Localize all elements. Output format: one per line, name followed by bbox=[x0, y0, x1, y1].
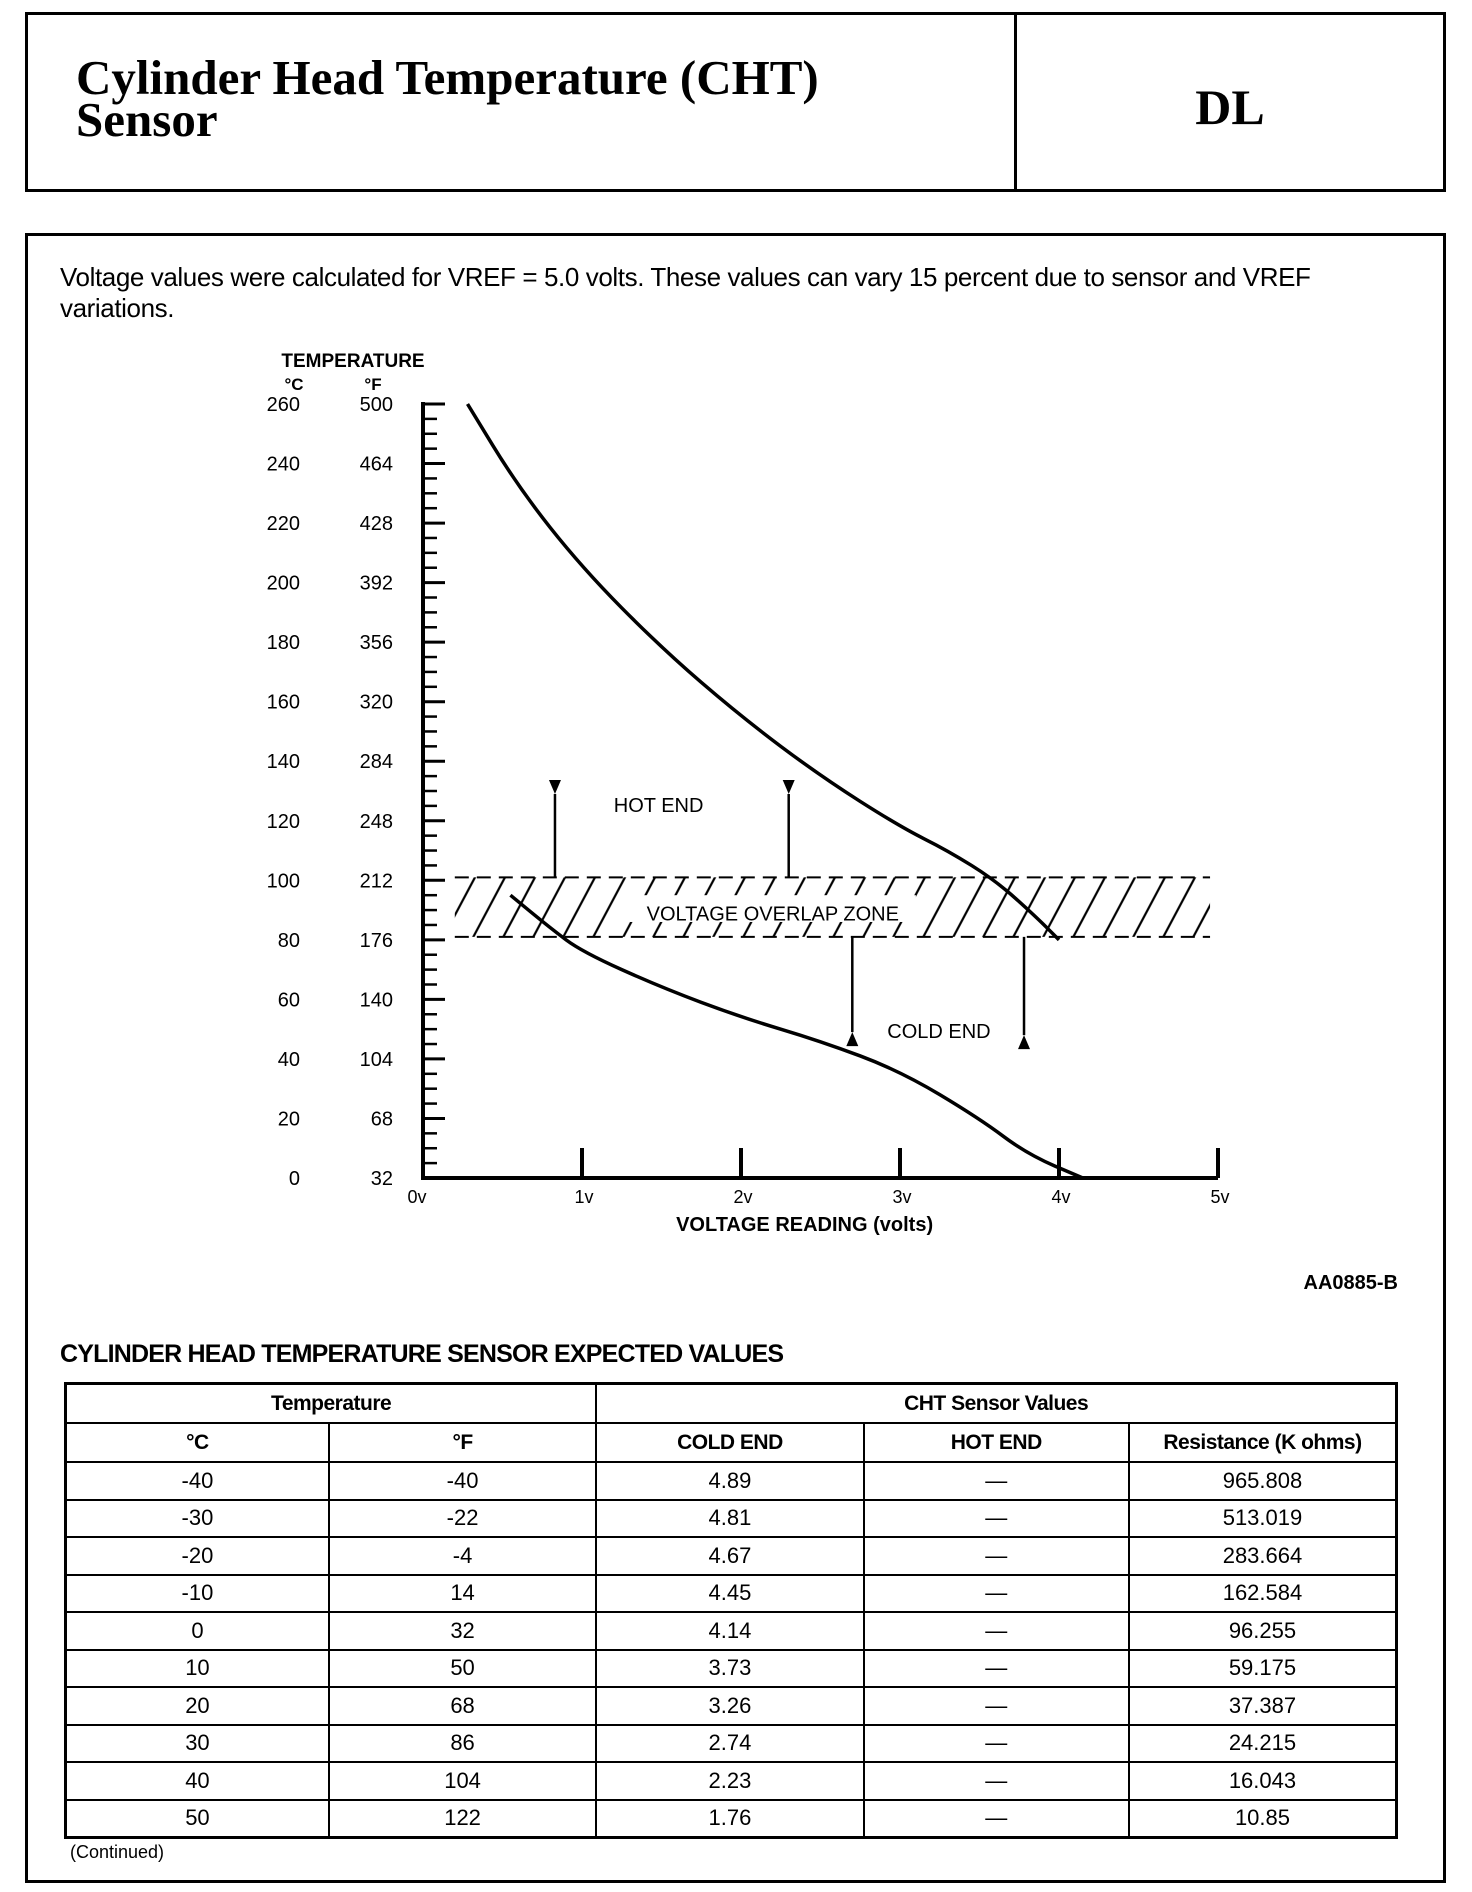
table-row bbox=[66, 1537, 1397, 1575]
y-tick-label-fahrenheit: 320 bbox=[359, 691, 393, 714]
cell-resistance: 24.215 bbox=[1129, 1725, 1397, 1763]
table-column-header-row bbox=[66, 1423, 1397, 1462]
column-header-resistance: Resistance (K ohms) bbox=[1129, 1423, 1397, 1462]
y-axis-title: TEMPERATURE bbox=[281, 351, 425, 372]
cell-celsius: 30 bbox=[66, 1725, 329, 1763]
y-tick-label-celsius: 120 bbox=[266, 810, 300, 833]
y-tick-label-celsius: 200 bbox=[266, 572, 300, 595]
page-title-line-2: Sensor bbox=[76, 92, 218, 147]
cell-resistance: 965.808 bbox=[1129, 1462, 1397, 1500]
x-tick-label: 4v bbox=[1051, 1187, 1071, 1207]
group-header-sensor-values: CHT Sensor Values bbox=[596, 1384, 1396, 1424]
table-row bbox=[66, 1687, 1397, 1725]
cell-cold-end: 1.76 bbox=[596, 1800, 863, 1838]
y-tick-label-fahrenheit: 248 bbox=[359, 810, 393, 833]
continued-note: (Continued) bbox=[70, 1842, 165, 1862]
cell-hot-end: — bbox=[864, 1650, 1129, 1688]
y-tick-label-fahrenheit: 68 bbox=[370, 1108, 393, 1131]
cell-fahrenheit: 68 bbox=[329, 1687, 596, 1725]
cell-hot-end: — bbox=[864, 1575, 1129, 1613]
column-header-fahrenheit: °F bbox=[329, 1423, 596, 1462]
cell-fahrenheit: 14 bbox=[329, 1575, 596, 1613]
cold-end-arrow-right-head bbox=[1018, 1035, 1030, 1049]
cell-hot-end: — bbox=[864, 1762, 1129, 1800]
cell-hot-end: — bbox=[864, 1725, 1129, 1763]
cell-resistance: 96.255 bbox=[1129, 1612, 1397, 1650]
column-header-cold-end: COLD END bbox=[596, 1423, 863, 1462]
cell-cold-end: 2.23 bbox=[596, 1762, 863, 1800]
overlap-zone-label: VOLTAGE OVERLAP ZONE bbox=[646, 903, 899, 926]
cell-hot-end: — bbox=[864, 1537, 1129, 1575]
cell-fahrenheit: 32 bbox=[329, 1612, 596, 1650]
cell-resistance: 59.175 bbox=[1129, 1650, 1397, 1688]
cold-end-arrow-left-head bbox=[846, 1032, 858, 1046]
cht-voltage-chart bbox=[28, 236, 1443, 1246]
table-row bbox=[66, 1650, 1397, 1688]
x-tick-label: 1v bbox=[574, 1187, 594, 1207]
y-tick-label-fahrenheit: 140 bbox=[359, 989, 393, 1012]
table-row bbox=[66, 1725, 1397, 1763]
hot-end-label: HOT END bbox=[613, 794, 704, 817]
cell-resistance: 10.85 bbox=[1129, 1800, 1397, 1838]
y-tick-label-celsius: 140 bbox=[266, 751, 300, 774]
page-header bbox=[25, 12, 1446, 192]
expected-values-table bbox=[64, 1382, 1398, 1839]
table-row bbox=[66, 1612, 1397, 1650]
y-tick-label-fahrenheit: 464 bbox=[359, 453, 393, 476]
cell-resistance: 162.584 bbox=[1129, 1575, 1397, 1613]
cell-hot-end: — bbox=[864, 1500, 1129, 1538]
celsius-unit-label: °C bbox=[284, 375, 304, 394]
content-panel bbox=[25, 233, 1446, 1883]
x-tick-label: 2v bbox=[733, 1187, 753, 1207]
y-tick-label-celsius: 100 bbox=[266, 870, 300, 893]
cell-celsius: -20 bbox=[66, 1537, 329, 1575]
cell-hot-end: — bbox=[864, 1687, 1129, 1725]
cell-cold-end: 4.14 bbox=[596, 1612, 863, 1650]
y-tick-label-fahrenheit: 176 bbox=[359, 929, 393, 952]
group-header-temperature: Temperature bbox=[66, 1384, 597, 1424]
cell-fahrenheit: 104 bbox=[329, 1762, 596, 1800]
cell-cold-end: 3.26 bbox=[596, 1687, 863, 1725]
cell-celsius: 20 bbox=[66, 1687, 329, 1725]
table-group-header-row bbox=[66, 1384, 1397, 1424]
y-tick-label-fahrenheit: 32 bbox=[370, 1168, 393, 1190]
y-tick-label-fahrenheit: 392 bbox=[359, 572, 393, 595]
intro-text: Voltage values were calculated for VREF = 5.0 volts. These values can vary 15 percent due to sensor and VREF variations. bbox=[60, 262, 1311, 323]
cold-end-label: COLD END bbox=[887, 1021, 991, 1044]
cell-celsius: -30 bbox=[66, 1500, 329, 1538]
table-row bbox=[66, 1762, 1397, 1800]
cell-hot-end: — bbox=[864, 1462, 1129, 1500]
y-tick-label-celsius: 180 bbox=[266, 632, 300, 655]
y-tick-label-celsius: 80 bbox=[277, 929, 300, 952]
y-tick-label-celsius: 60 bbox=[277, 989, 300, 1012]
y-tick-label-celsius: 0 bbox=[288, 1168, 300, 1190]
cell-resistance: 283.664 bbox=[1129, 1537, 1397, 1575]
table-row bbox=[66, 1800, 1397, 1838]
cell-resistance: 37.387 bbox=[1129, 1687, 1397, 1725]
figure-code: AA0885-B bbox=[1303, 1272, 1398, 1294]
y-tick-label-fahrenheit: 500 bbox=[359, 394, 393, 416]
cell-cold-end: 3.73 bbox=[596, 1650, 863, 1688]
cell-celsius: 10 bbox=[66, 1650, 329, 1688]
y-tick-label-fahrenheit: 212 bbox=[359, 870, 393, 893]
x-tick-label: 3v bbox=[892, 1187, 912, 1207]
cell-hot-end: — bbox=[864, 1800, 1129, 1838]
table-row bbox=[66, 1575, 1397, 1613]
hot-end-arrow-left-head bbox=[549, 780, 561, 794]
cell-fahrenheit: -40 bbox=[329, 1462, 596, 1500]
table-title: CYLINDER HEAD TEMPERATURE SENSOR EXPECTED VALUES bbox=[60, 1340, 784, 1368]
x-tick-label: 5v bbox=[1210, 1187, 1230, 1207]
column-header-hot-end: HOT END bbox=[864, 1423, 1129, 1462]
cell-fahrenheit: -4 bbox=[329, 1537, 596, 1575]
y-tick-label-celsius: 240 bbox=[266, 453, 300, 476]
y-tick-label-fahrenheit: 104 bbox=[359, 1048, 393, 1071]
y-tick-label-fahrenheit: 428 bbox=[359, 513, 393, 536]
cell-cold-end: 4.67 bbox=[596, 1537, 863, 1575]
x-axis-title: VOLTAGE READING (volts) bbox=[676, 1214, 934, 1236]
cell-resistance: 16.043 bbox=[1129, 1762, 1397, 1800]
y-tick-label-celsius: 40 bbox=[277, 1048, 300, 1071]
cell-celsius: -10 bbox=[66, 1575, 329, 1613]
y-tick-label-fahrenheit: 356 bbox=[359, 632, 393, 655]
fahrenheit-unit-label: °F bbox=[364, 375, 382, 394]
x-tick-label: 0v bbox=[407, 1187, 427, 1207]
cell-celsius: 0 bbox=[66, 1612, 329, 1650]
cell-celsius: -40 bbox=[66, 1462, 329, 1500]
cell-cold-end: 2.74 bbox=[596, 1725, 863, 1763]
cell-celsius: 40 bbox=[66, 1762, 329, 1800]
cell-fahrenheit: -22 bbox=[329, 1500, 596, 1538]
cell-celsius: 50 bbox=[66, 1800, 329, 1838]
page-title bbox=[28, 15, 1017, 189]
y-tick-label-celsius: 220 bbox=[266, 513, 300, 536]
y-tick-label-celsius: 20 bbox=[277, 1108, 300, 1131]
column-header-celsius: °C bbox=[66, 1423, 329, 1462]
table-row bbox=[66, 1462, 1397, 1500]
cell-hot-end: — bbox=[864, 1612, 1129, 1650]
cell-fahrenheit: 86 bbox=[329, 1725, 596, 1763]
y-tick-label-celsius: 260 bbox=[266, 394, 300, 416]
cell-cold-end: 4.89 bbox=[596, 1462, 863, 1500]
hot-end-arrow-right-head bbox=[783, 780, 795, 794]
cell-cold-end: 4.45 bbox=[596, 1575, 863, 1613]
page-title-line-1: Cylinder Head Temperature (CHT) bbox=[76, 50, 819, 105]
table-row bbox=[66, 1500, 1397, 1538]
y-tick-label-celsius: 160 bbox=[266, 691, 300, 714]
cell-resistance: 513.019 bbox=[1129, 1500, 1397, 1538]
cell-fahrenheit: 122 bbox=[329, 1800, 596, 1838]
y-tick-label-fahrenheit: 284 bbox=[359, 751, 393, 774]
cell-fahrenheit: 50 bbox=[329, 1650, 596, 1688]
cell-cold-end: 4.81 bbox=[596, 1500, 863, 1538]
section-code: DL bbox=[1195, 79, 1265, 135]
hot-end-curve bbox=[468, 404, 1059, 940]
